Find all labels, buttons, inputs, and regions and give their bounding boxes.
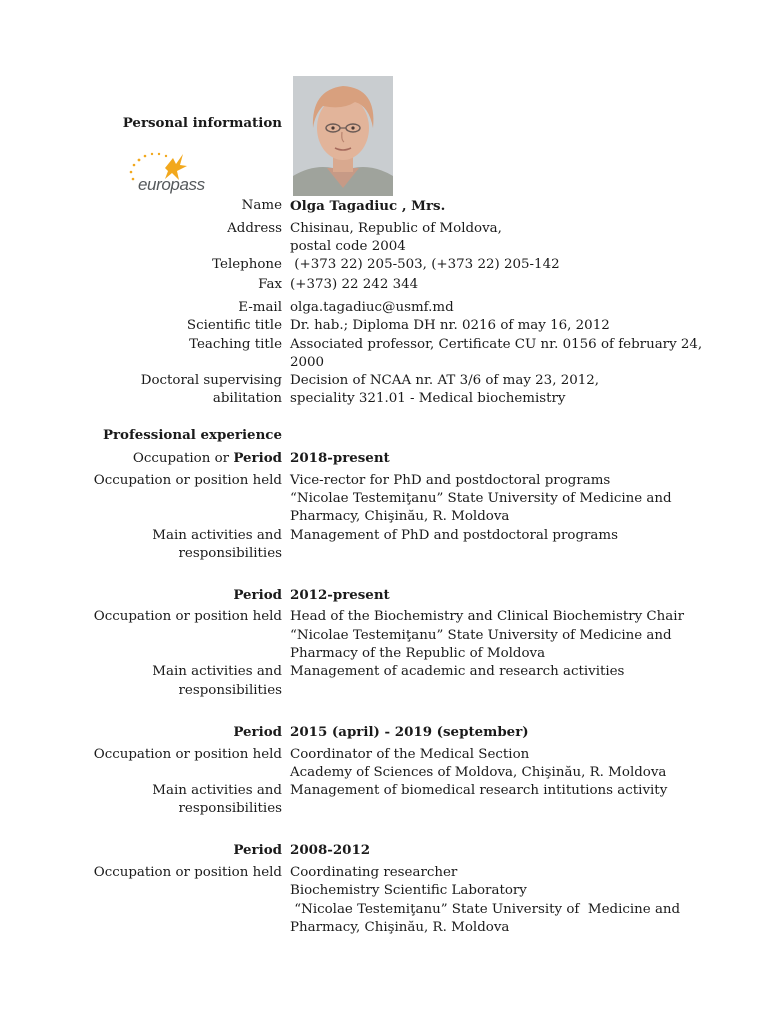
professional-experience-heading: Professional experience bbox=[102, 427, 282, 443]
email-label: E-mail bbox=[238, 300, 282, 315]
profile-photo bbox=[293, 76, 393, 196]
period-value-2: 2012-present bbox=[290, 587, 390, 603]
occupation-4-line-1: Coordinating researcher bbox=[290, 865, 458, 880]
doctoral-label-line-2: abilitation bbox=[212, 391, 282, 406]
europass-logo-text: europass bbox=[138, 175, 205, 194]
activities-2: Management of academic and research activities bbox=[290, 664, 625, 679]
occupation-4-line-2: Biochemistry Scientific Laboratory bbox=[290, 883, 527, 898]
period-value-1: 2018-present bbox=[290, 450, 390, 466]
telephone-label: Telephone bbox=[212, 257, 282, 272]
period-label-2: Period bbox=[233, 587, 282, 603]
doctoral-label-line-1: Doctoral supervising bbox=[140, 373, 282, 388]
activities-label-1b: responsibilities bbox=[178, 546, 282, 561]
address-line-1: Chisinau, Republic of Moldova, bbox=[290, 221, 502, 236]
period-label-1-prefix: Occupation or bbox=[132, 451, 234, 466]
activities-label-2b: responsibilities bbox=[178, 683, 282, 698]
teaching-title-line-2: 2000 bbox=[290, 355, 325, 370]
period-label-1-word: Period bbox=[233, 450, 282, 466]
fax-value: (+373) 22 242 344 bbox=[290, 277, 419, 292]
occupation-2-line-3: Pharmacy of the Republic of Moldova bbox=[290, 646, 546, 661]
activities-1: Management of PhD and postdoctoral programs bbox=[290, 528, 618, 543]
occupation-label-2: Occupation or position held bbox=[93, 609, 282, 624]
period-label-3: Period bbox=[233, 724, 282, 740]
teaching-title-label: Teaching title bbox=[189, 337, 282, 352]
activities-label-1a: Main activities and bbox=[152, 528, 282, 543]
name-label: Name bbox=[241, 198, 282, 213]
occupation-3-line-2: Academy of Sciences of Moldova, Chişinău, R. Moldova bbox=[290, 765, 667, 780]
activities-label-3a: Main activities and bbox=[152, 783, 282, 798]
activities-3: Management of biomedical research intitutions activity bbox=[290, 783, 668, 798]
occupation-1-line-3: Pharmacy, Chişinău, R. Moldova bbox=[290, 509, 510, 524]
doctoral-line-1: Decision of NCAA nr. AT 3/6 of may 23, 2012, bbox=[290, 373, 600, 388]
occupation-4-line-3: “Nicolae Testemiţanu” State University of Medicine and bbox=[290, 902, 681, 917]
occupation-3-line-1: Coordinator of the Medical Section bbox=[290, 747, 530, 762]
europass-logo bbox=[125, 148, 217, 196]
occupation-label-1: Occupation or position held bbox=[93, 473, 282, 488]
doctoral-line-2: speciality 321.01 - Medical biochemistry bbox=[290, 391, 566, 406]
activities-label-3b: responsibilities bbox=[178, 801, 282, 816]
address-line-2: postal code 2004 bbox=[290, 239, 406, 254]
scientific-title-label: Scientific title bbox=[186, 318, 282, 333]
period-label-1 bbox=[133, 449, 282, 468]
period-value-4: 2008-2012 bbox=[290, 842, 371, 858]
occupation-4-line-4: Pharmacy, Chişinău, R. Moldova bbox=[290, 920, 510, 935]
occupation-2-line-1: Head of the Biochemistry and Clinical Biochemistry Chair bbox=[290, 609, 684, 624]
name-value: Olga Tagadiuc , Mrs. bbox=[290, 198, 446, 214]
period-label-4: Period bbox=[233, 842, 282, 858]
fax-label: Fax bbox=[258, 277, 282, 292]
address-label: Address bbox=[227, 221, 282, 236]
telephone-value: (+373 22) 205-503, (+373 22) 205-142 bbox=[290, 257, 560, 272]
occupation-label-3: Occupation or position held bbox=[93, 747, 282, 762]
teaching-title-line-1: Associated professor, Certificate CU nr. 0156 of february 24, bbox=[290, 337, 703, 352]
occupation-1-line-2: “Nicolae Testemiţanu” State University of Medicine and bbox=[290, 491, 672, 506]
activities-label-2a: Main activities and bbox=[152, 664, 282, 679]
personal-information-heading: Personal information bbox=[122, 115, 282, 131]
occupation-2-line-2: “Nicolae Testemiţanu” State University of Medicine and bbox=[290, 628, 672, 643]
occupation-1-line-1: Vice-rector for PhD and postdoctoral programs bbox=[290, 473, 611, 488]
scientific-title-value: Dr. hab.; Diploma DH nr. 0216 of may 16, 2012 bbox=[290, 318, 610, 333]
email-value[interactable]: olga.tagadiuc@usmf.md bbox=[290, 300, 454, 315]
period-value-3: 2015 (april) - 2019 (september) bbox=[290, 724, 529, 740]
occupation-label-4: Occupation or position held bbox=[93, 865, 282, 880]
